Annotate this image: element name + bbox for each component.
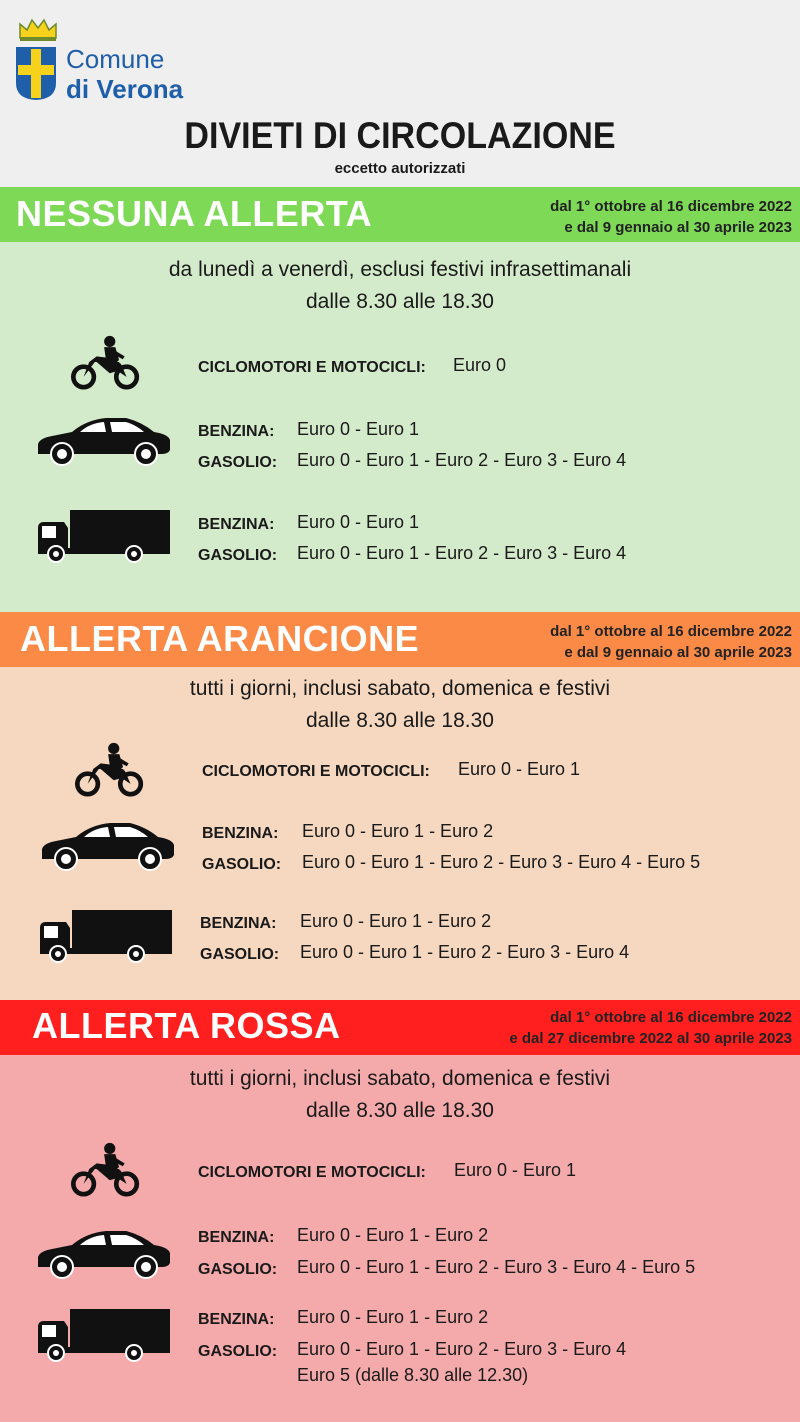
car-gasolio-value: Euro 0 - Euro 1 - Euro 2 - Euro 3 - Euro 4 - Euro 5 [302, 852, 701, 872]
section-title: NESSUNA ALLERTA [16, 193, 373, 234]
logo-line2: di Verona [66, 74, 184, 104]
motorcycle-icon [68, 1141, 144, 1197]
car-gasolio-label: GASOLIO: [198, 1261, 278, 1278]
logo-line1: Comune [66, 44, 165, 74]
date-line-2: e dal 27 dicembre 2022 al 30 aprile 2023 [509, 1030, 792, 1047]
schedule-hours: dalle 8.30 alle 18.30 [306, 290, 494, 313]
car-gasolio-label: GASOLIO: [202, 856, 282, 873]
car-gasolio-value: Euro 0 - Euro 1 - Euro 2 - Euro 3 - Euro 4 - Euro 5 [297, 1257, 696, 1277]
truck-benzina-value: Euro 0 - Euro 1 - Euro 2 [297, 1307, 489, 1327]
date-line-1: dal 1° ottobre al 16 dicembre 2022 [550, 1009, 792, 1026]
truck-gasolio-value-extra: Euro 5 (dalle 8.30 alle 12.30) [297, 1365, 529, 1385]
section-dates [550, 621, 792, 663]
schedule-days: da lunedì a venerdì, esclusi festivi infrasettimanali [168, 258, 632, 281]
section-body-allerta-rossa [0, 1055, 800, 1422]
moto-value: Euro 0 [453, 355, 507, 375]
truck-icon [36, 1307, 172, 1363]
date-line-1: dal 1° ottobre al 16 dicembre 2022 [550, 623, 792, 640]
truck-gasolio-label: GASOLIO: [198, 1343, 278, 1360]
car-gasolio-label: GASOLIO: [198, 454, 278, 471]
shield-icon [14, 45, 58, 101]
truck-gasolio-value: Euro 0 - Euro 1 - Euro 2 - Euro 3 - Euro 4 [297, 1339, 627, 1359]
section-body-nessuna-allerta [0, 242, 800, 612]
truck-benzina-label: BENZINA: [200, 915, 277, 932]
car-icon [34, 1227, 174, 1279]
car-icon [38, 819, 178, 871]
page-title: DIVIETI DI CIRCOLAZIONE [184, 115, 616, 156]
section-body-allerta-arancione [0, 667, 800, 1000]
car-benzina-value: Euro 0 - Euro 1 [297, 419, 420, 439]
schedule-days: tutti i giorni, inclusi sabato, domenica e festivi [189, 677, 611, 700]
moto-label: CICLOMOTORI E MOTOCICLI: [198, 1164, 426, 1181]
car-benzina-value: Euro 0 - Euro 1 - Euro 2 [297, 1225, 489, 1245]
schedule-hours: dalle 8.30 alle 18.30 [306, 709, 494, 732]
schedule [0, 673, 800, 737]
crown-icon [18, 18, 58, 42]
date-line-2: e dal 9 gennaio al 30 aprile 2023 [564, 644, 792, 661]
moto-value: Euro 0 - Euro 1 [454, 1160, 577, 1180]
page-subtitle: eccetto autorizzati [334, 160, 466, 177]
section-title: ALLERTA ROSSA [32, 1005, 341, 1046]
truck-benzina-label: BENZINA: [198, 1311, 275, 1328]
motorcycle-icon [72, 741, 148, 797]
band-allerta-rossa [0, 1000, 800, 1055]
section-dates [509, 1007, 792, 1049]
schedule-hours: dalle 8.30 alle 18.30 [306, 1099, 494, 1122]
moto-value: Euro 0 - Euro 1 [458, 759, 581, 779]
schedule [0, 254, 800, 318]
car-icon [34, 414, 174, 466]
truck-gasolio-label: GASOLIO: [200, 946, 280, 963]
car-benzina-label: BENZINA: [202, 825, 279, 842]
moto-label: CICLOMOTORI E MOTOCICLI: [202, 763, 430, 780]
schedule [0, 1063, 800, 1127]
band-allerta-arancione [0, 612, 800, 667]
truck-gasolio-value: Euro 0 - Euro 1 - Euro 2 - Euro 3 - Euro 4 [297, 543, 627, 563]
truck-gasolio-value: Euro 0 - Euro 1 - Euro 2 - Euro 3 - Euro 4 [300, 942, 630, 962]
motorcycle-icon [68, 334, 144, 390]
schedule-days: tutti i giorni, inclusi sabato, domenica e festivi [189, 1067, 611, 1090]
truck-gasolio-label: GASOLIO: [198, 547, 278, 564]
section-title: ALLERTA ARANCIONE [20, 618, 420, 659]
truck-benzina-value: Euro 0 - Euro 1 [297, 512, 420, 532]
truck-icon [38, 908, 174, 964]
date-line-1: dal 1° ottobre al 16 dicembre 2022 [550, 198, 792, 215]
moto-label: CICLOMOTORI E MOTOCICLI: [198, 359, 426, 376]
car-gasolio-value: Euro 0 - Euro 1 - Euro 2 - Euro 3 - Euro 4 [297, 450, 627, 470]
section-dates [550, 196, 792, 238]
date-line-2: e dal 9 gennaio al 30 aprile 2023 [564, 219, 792, 236]
car-benzina-label: BENZINA: [198, 1229, 275, 1246]
truck-benzina-value: Euro 0 - Euro 1 - Euro 2 [300, 911, 492, 931]
truck-icon [36, 508, 172, 564]
band-nessuna-allerta [0, 187, 800, 242]
car-benzina-label: BENZINA: [198, 423, 275, 440]
car-benzina-value: Euro 0 - Euro 1 - Euro 2 [302, 821, 494, 841]
truck-benzina-label: BENZINA: [198, 516, 275, 533]
